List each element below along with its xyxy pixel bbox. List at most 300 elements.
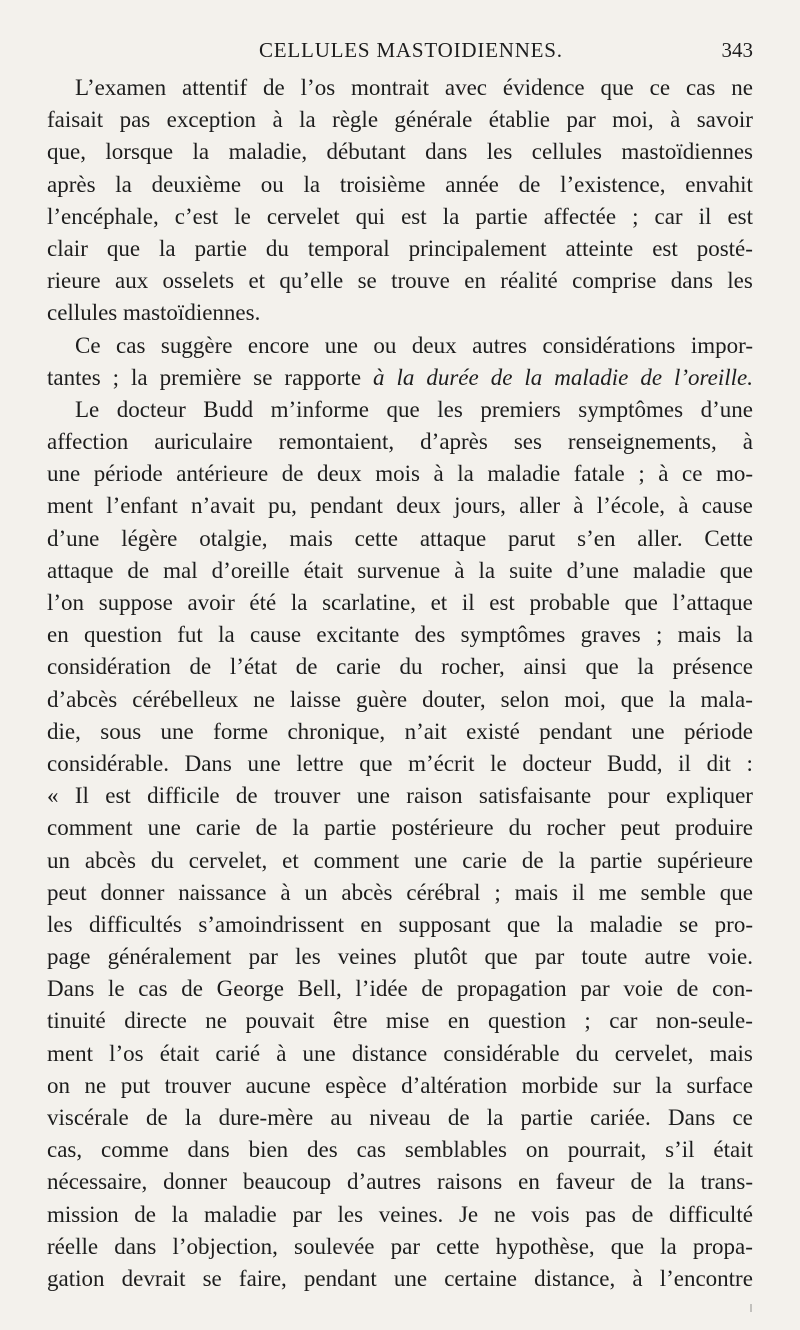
text-line (47, 1166, 753, 1198)
word: : (746, 750, 753, 776)
word: l’école, (596, 493, 666, 519)
word: à (742, 429, 753, 455)
word: n’ait (404, 718, 447, 744)
word: veines (337, 944, 397, 970)
word: la (457, 461, 474, 487)
word: que (484, 944, 518, 970)
word: après (47, 171, 96, 197)
word: atteinte (565, 235, 634, 261)
word: tantes (47, 364, 101, 390)
word: les (295, 944, 321, 970)
word: générale (394, 107, 473, 133)
word: une (324, 332, 358, 358)
word: que (719, 557, 753, 583)
text-line (47, 1038, 753, 1070)
word: plutôt (413, 944, 468, 970)
text-line (47, 426, 753, 458)
word: se (357, 268, 377, 294)
word: donner (100, 879, 165, 905)
word: mala- (700, 686, 753, 712)
word: la (218, 622, 235, 648)
text-line (47, 72, 753, 104)
word: posté- (696, 235, 753, 261)
word: con- (712, 976, 753, 1002)
word: dans (670, 268, 713, 294)
word: auriculaire (154, 429, 253, 455)
word: les (47, 911, 73, 937)
word: mastoïdiennes (621, 139, 753, 165)
word: soulevée (294, 1233, 375, 1259)
word: peut (47, 879, 87, 905)
word: George (216, 976, 284, 1002)
word: espèce (325, 1072, 387, 1098)
word: ce (681, 461, 703, 487)
word: cervelet, (614, 1040, 694, 1066)
text-line (47, 169, 753, 201)
word: pendant (539, 718, 612, 744)
word: impor- (690, 332, 753, 358)
word: autre (644, 944, 691, 970)
word: faisait (47, 107, 104, 133)
word: mais (709, 1040, 753, 1066)
word: était (303, 557, 344, 583)
word: cette (354, 525, 399, 551)
word: se (679, 911, 699, 937)
word: rocher (546, 815, 606, 841)
word: mission (47, 1201, 119, 1227)
word: moi, (612, 107, 654, 133)
word: la (396, 364, 415, 390)
word: carie (462, 847, 507, 873)
word: à (433, 461, 444, 487)
word: à (276, 1040, 287, 1066)
word: osselets (162, 268, 235, 294)
word: mise (385, 1008, 430, 1034)
word: en (447, 1008, 470, 1034)
word: que (624, 590, 658, 615)
word: Bell, (297, 976, 342, 1002)
word: Je (458, 1201, 479, 1227)
word: bien (248, 1137, 289, 1163)
word: n’avait (191, 493, 255, 519)
word: avoir (187, 590, 235, 615)
word: à (678, 493, 689, 519)
word: qu’elle (279, 268, 344, 294)
word: cervelet, (188, 847, 268, 873)
word: Dans (667, 1105, 716, 1130)
word: une (414, 847, 448, 873)
word: que (719, 879, 753, 905)
word: dans (114, 1233, 157, 1259)
word: la (478, 557, 496, 583)
text-line (47, 651, 753, 683)
word: faire, (238, 1265, 287, 1291)
word: une (47, 461, 81, 487)
word: savoir (696, 107, 753, 133)
word: la (171, 1201, 189, 1227)
word: comment (47, 815, 133, 841)
word: de (447, 1105, 470, 1130)
word: douter, (422, 686, 486, 712)
word: existé (466, 718, 520, 744)
word: jours, (454, 493, 506, 519)
word: excitante (316, 622, 400, 648)
word: cariée. (590, 1105, 651, 1130)
word: aller. (637, 525, 683, 551)
word: maladie (589, 911, 663, 937)
word: ne (84, 1072, 107, 1098)
word: suggère (160, 332, 233, 358)
word: est (489, 590, 515, 615)
word: la (303, 171, 321, 197)
word: à (632, 1265, 643, 1291)
word: que, (47, 139, 86, 165)
word: m’informe (270, 396, 369, 422)
word: de (630, 1169, 653, 1195)
word: postérieure (391, 815, 494, 841)
word: se (253, 364, 273, 390)
word: produire (675, 815, 753, 841)
word: la (159, 235, 176, 261)
word: vois (531, 1201, 570, 1227)
word: pour (607, 783, 650, 809)
word: abcès (84, 847, 136, 873)
word: L’examen (75, 75, 167, 100)
word: il (571, 879, 585, 905)
word: veines. (378, 1201, 444, 1227)
word: la (290, 590, 308, 615)
word: cas, (47, 1137, 83, 1163)
text-line (47, 1199, 753, 1231)
word: les (486, 139, 513, 165)
word: l’on (47, 590, 85, 615)
word: et (430, 590, 448, 615)
word: comment (313, 847, 400, 873)
word: la (736, 622, 753, 648)
word: comprise (572, 268, 657, 294)
text-line (47, 716, 753, 748)
word: carie (195, 815, 241, 841)
word: partie (520, 1105, 573, 1130)
word: l’encontre (659, 1265, 753, 1291)
text-line (47, 845, 753, 877)
word: toute (581, 944, 628, 970)
word: à (373, 364, 385, 390)
word: l’enfant (106, 493, 178, 519)
word: c’est (174, 203, 219, 229)
word: suite (509, 557, 553, 583)
word: que (620, 686, 654, 712)
word: cause (249, 622, 302, 648)
text-line (47, 1070, 753, 1102)
word: temporal (307, 235, 390, 261)
word: pu, (268, 493, 297, 519)
word: est (652, 235, 678, 261)
text-line (47, 104, 753, 136)
word: deuxième (151, 171, 242, 197)
word: les (437, 396, 463, 422)
word: il (678, 750, 691, 776)
word: comme (100, 1137, 169, 1163)
word: trouver (273, 783, 341, 809)
word: établie (488, 107, 550, 133)
word: que (610, 1233, 644, 1259)
word: ne (493, 1201, 516, 1227)
word: durée (426, 364, 479, 390)
text-line (47, 555, 753, 587)
word: la (655, 1072, 673, 1098)
text-line (47, 619, 753, 651)
word: surface (686, 1072, 753, 1098)
word: mal (163, 557, 198, 583)
word: l’existence, (560, 171, 666, 197)
page-mark (750, 1304, 752, 1312)
word: un (47, 847, 70, 873)
word: deux (396, 493, 441, 519)
text-line (47, 330, 753, 362)
word: la (524, 364, 543, 390)
word: mais (514, 879, 559, 905)
word: supposant (398, 911, 491, 937)
word: d’abcès (47, 686, 118, 712)
word: des (414, 622, 446, 648)
word: rapporte (284, 364, 362, 390)
word: dit (706, 750, 731, 776)
word: nécessaire, (47, 1169, 148, 1195)
word: pas (585, 1201, 616, 1227)
word: à (272, 107, 283, 133)
word: laisse (289, 686, 342, 712)
word: Le (75, 396, 100, 422)
word: de (189, 654, 212, 680)
word: d’oreille (211, 557, 290, 583)
word: montrait (351, 75, 429, 100)
word: Ce (75, 332, 101, 358)
word: de (518, 171, 541, 197)
word: probable (529, 590, 610, 615)
word: la (556, 911, 574, 937)
word: fut (177, 622, 203, 648)
word: guère (356, 686, 408, 712)
word: s’il (665, 1137, 695, 1163)
word: considération (47, 654, 171, 680)
text-line (47, 136, 753, 168)
word: qui (355, 203, 386, 229)
word: trans- (700, 1169, 753, 1195)
word: de (263, 75, 285, 100)
word: considérable. (47, 750, 169, 776)
word: trouve (391, 268, 450, 294)
word: distance (351, 1040, 428, 1066)
text-line (47, 362, 753, 394)
word: Cette (704, 525, 753, 551)
word: dans (425, 139, 468, 165)
text-line (47, 587, 753, 619)
word: cette (436, 1233, 480, 1259)
paragraph (47, 72, 753, 330)
word: on (525, 1137, 549, 1163)
page-header (47, 36, 753, 66)
word: attaque (47, 557, 114, 583)
word: graves (580, 622, 641, 648)
word: que (386, 396, 420, 422)
word: dans (187, 1137, 230, 1163)
word: non-seule- (655, 1008, 753, 1034)
word: mo- (715, 461, 753, 487)
word: généralement (107, 944, 232, 970)
word: Dans (184, 750, 232, 776)
word: difficultés (89, 911, 182, 937)
word: par (292, 1201, 322, 1227)
word: affection (47, 429, 129, 455)
word: directe (124, 1008, 187, 1034)
word: survenue (357, 557, 441, 583)
word: de (255, 815, 278, 841)
word: en (360, 911, 383, 937)
word: ment (47, 493, 93, 519)
word: une (247, 750, 281, 776)
word: être (332, 1008, 368, 1034)
word: aux (114, 268, 149, 294)
word: d’une (47, 525, 100, 551)
word: maladie (632, 557, 706, 583)
word: troisième (339, 171, 426, 197)
word: premiers (480, 396, 561, 422)
word: difficulté (669, 1201, 753, 1227)
word: raison (406, 783, 463, 809)
text-line (47, 1005, 753, 1037)
word: le (107, 976, 125, 1002)
word: forme (213, 718, 269, 744)
word: aller (519, 493, 561, 519)
word: du (399, 654, 423, 680)
word: maladie (203, 1201, 277, 1227)
word: ses (513, 429, 542, 455)
word: ne (731, 75, 753, 100)
word: était (713, 1137, 753, 1163)
word: docteur (522, 750, 592, 776)
word: cas (138, 976, 168, 1002)
body-text (47, 72, 753, 1295)
word: ne (205, 1008, 228, 1034)
word: l’oreille. (674, 364, 753, 390)
word: ; (638, 461, 645, 487)
word: rieure (47, 268, 101, 294)
word: à (670, 107, 681, 133)
word: à (280, 879, 291, 905)
word: des (307, 1137, 338, 1163)
word: cas (685, 75, 716, 100)
word: la (637, 654, 654, 680)
word: que (600, 75, 634, 100)
word: se (202, 1265, 222, 1291)
word: die, (47, 718, 81, 744)
word: page (47, 944, 91, 970)
word: ment (47, 1040, 93, 1066)
text-line (47, 394, 753, 426)
text-line (47, 490, 753, 522)
text-line (47, 812, 753, 844)
word: l’objection, (172, 1233, 278, 1259)
word: à (658, 461, 669, 487)
word: attaque (419, 525, 487, 551)
word: trouver (164, 1072, 232, 1098)
word: d’une (700, 396, 753, 422)
text-line (47, 941, 753, 973)
word: symptômes (578, 396, 684, 422)
word: la (192, 139, 210, 165)
running-head: CELLULES MASTOIDIENNES. (259, 38, 563, 62)
word: maladie (487, 461, 561, 487)
word: sous (100, 718, 142, 744)
word: tinuité (47, 1008, 106, 1034)
word: envahit (685, 171, 753, 197)
word: une (631, 718, 665, 744)
word: de (145, 1105, 168, 1130)
word: ou (373, 332, 397, 358)
word: scarlatine, (322, 590, 416, 615)
word: une (147, 815, 181, 841)
word: d’après (420, 429, 488, 455)
word: propa- (692, 1233, 753, 1259)
text-line (47, 1231, 753, 1263)
word: expliquer (666, 783, 753, 809)
word: m’écrit (408, 750, 475, 776)
word: clair (47, 235, 88, 261)
word: une (393, 1265, 428, 1291)
word: satisfaisante (478, 783, 592, 809)
word: supérieure (657, 847, 753, 873)
text-line (47, 973, 753, 1005)
word: question (84, 622, 162, 648)
word: Dans (47, 976, 95, 1002)
word: la (668, 686, 686, 712)
word: encore (247, 332, 310, 358)
word: première (159, 364, 242, 390)
word: été (249, 590, 277, 615)
word: sur (612, 1072, 641, 1098)
word: période (93, 461, 163, 487)
word: année (445, 171, 499, 197)
word: de (631, 1201, 654, 1227)
word: l’os (109, 1040, 144, 1066)
word: ce (732, 1105, 753, 1130)
word: l’état (229, 654, 278, 680)
word: de (640, 364, 663, 390)
word: la (660, 1233, 677, 1259)
word: ou (260, 171, 284, 197)
word: parut (508, 525, 556, 551)
word: de (490, 364, 513, 390)
word: considérable (443, 1040, 560, 1066)
word: de (521, 847, 544, 873)
word: rocher, (441, 654, 505, 680)
word: mais (677, 622, 722, 648)
word: affectée (543, 203, 617, 229)
word: autres (472, 332, 528, 358)
word: ; (655, 622, 663, 648)
word: cause (701, 493, 753, 519)
word: ainsi (523, 654, 567, 680)
text-line (47, 233, 753, 265)
text-line (47, 523, 753, 555)
word: s’amoindrissent (198, 911, 344, 937)
word: du (265, 235, 289, 261)
word: la (668, 1169, 685, 1195)
word: cérébral (406, 879, 481, 905)
word: et (282, 847, 299, 873)
word: attentif (182, 75, 248, 100)
